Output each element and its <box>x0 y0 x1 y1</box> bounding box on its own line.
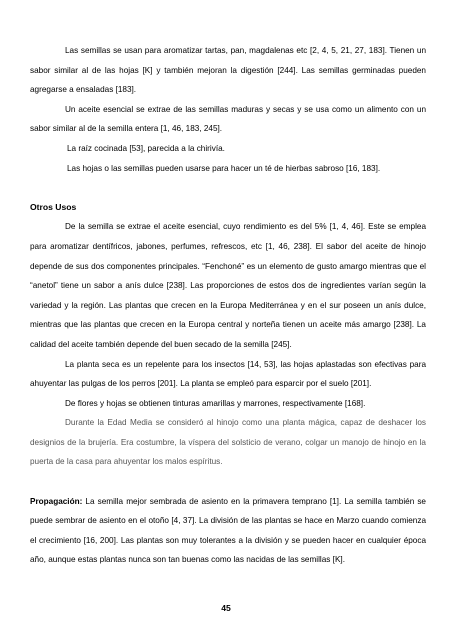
section-spacer <box>30 472 426 492</box>
page-number: 45 <box>221 603 231 613</box>
section-spacer <box>30 178 426 198</box>
propagacion-paragraph <box>30 492 426 570</box>
usos-paragraph-1: Las semillas se usan para aromatizar tartas, pan, magdalenas etc [2, 4, 5, 21, 27, 183]. Tienen un sabor similar al de las hojas [K] y también mejoran la digestión [244]. Las semillas germinadas pueden agregarse a ensaladas [183]. <box>30 46 426 95</box>
propagacion-text: La semilla mejor sembrada de asiento en la primavera temprano [1]. La semilla también se puede sembrar de asiento en el otoño [4, 37]. La división de las plantas se hace en Marzo cuando comienza el crecimiento [16, 200]. Las plantas son muy tolerantes a la división y se pueden hacer en cualquier época año, aunque estas plantas nunca son tan buenas como las nacidas de las semillas [K]. <box>30 496 426 565</box>
otros-usos-paragraph-3: De flores y hojas se obtienen tinturas amarillas y marrones, respectivamente [168]. <box>65 398 366 408</box>
section-heading-otros-usos: Otros Usos <box>30 201 77 212</box>
propagacion-label: Propagación: <box>30 496 83 506</box>
usos-paragraph-3: La raíz cocinada [53], parecida a la chirivía. <box>67 143 225 153</box>
otros-usos-paragraph-2: La planta seca es un repelente para los insectos [14, 53], las hojas aplastadas son efectivas para ahuyentar las pulgas de los perros [201]. La planta se empleó para esparcir por el suelo [201]. <box>30 359 426 389</box>
otros-usos-paragraph-4: Durante la Edad Media se consideró al hinojo como una planta mágica, capaz de deshacer los designios de la brujería. Era costumbre, la víspera del solsticio de verano, colgar un manojo de hinojo en la puerta de la casa para ahuyentar los malos espíritus. <box>30 418 426 467</box>
usos-paragraph-4: Las hojas o las semillas pueden usarse para hacer un té de hierbas sabroso [16, 183]. <box>67 163 381 173</box>
usos-paragraph-2: Un aceite esencial se extrae de las semillas maduras y secas y se usa como un alimento con un sabor similar al de la semilla entera [1, 46, 183, 245]. <box>30 104 426 134</box>
page-content <box>30 41 426 570</box>
otros-usos-paragraph-1: De la semilla se extrae el aceite esencial, cuyo rendimiento es del 5% [1, 4, 46]. Este se emplea para aromatizar dentífricos, jabones, perfumes, refrescos, etc [1, 46, 238]. El sabor del aceite de hinojo depende de sus dos componentes principales. “Fenchoné” es un elemento de gusto amargo mientras que el “anetol” tiene un sabor a anís dulce [238]. Las proporciones de estos dos de ingredientes varían según la variedad y la región. Las plantas que crecen en la Europa Mediterránea y en el sur poseen un anís dulce, mientras que las plantas que crecen en la Europa central y norteña tienen un aceite más amargo [238]. La calidad del aceite también depende del buen secado de la semilla [245]. <box>30 222 426 349</box>
